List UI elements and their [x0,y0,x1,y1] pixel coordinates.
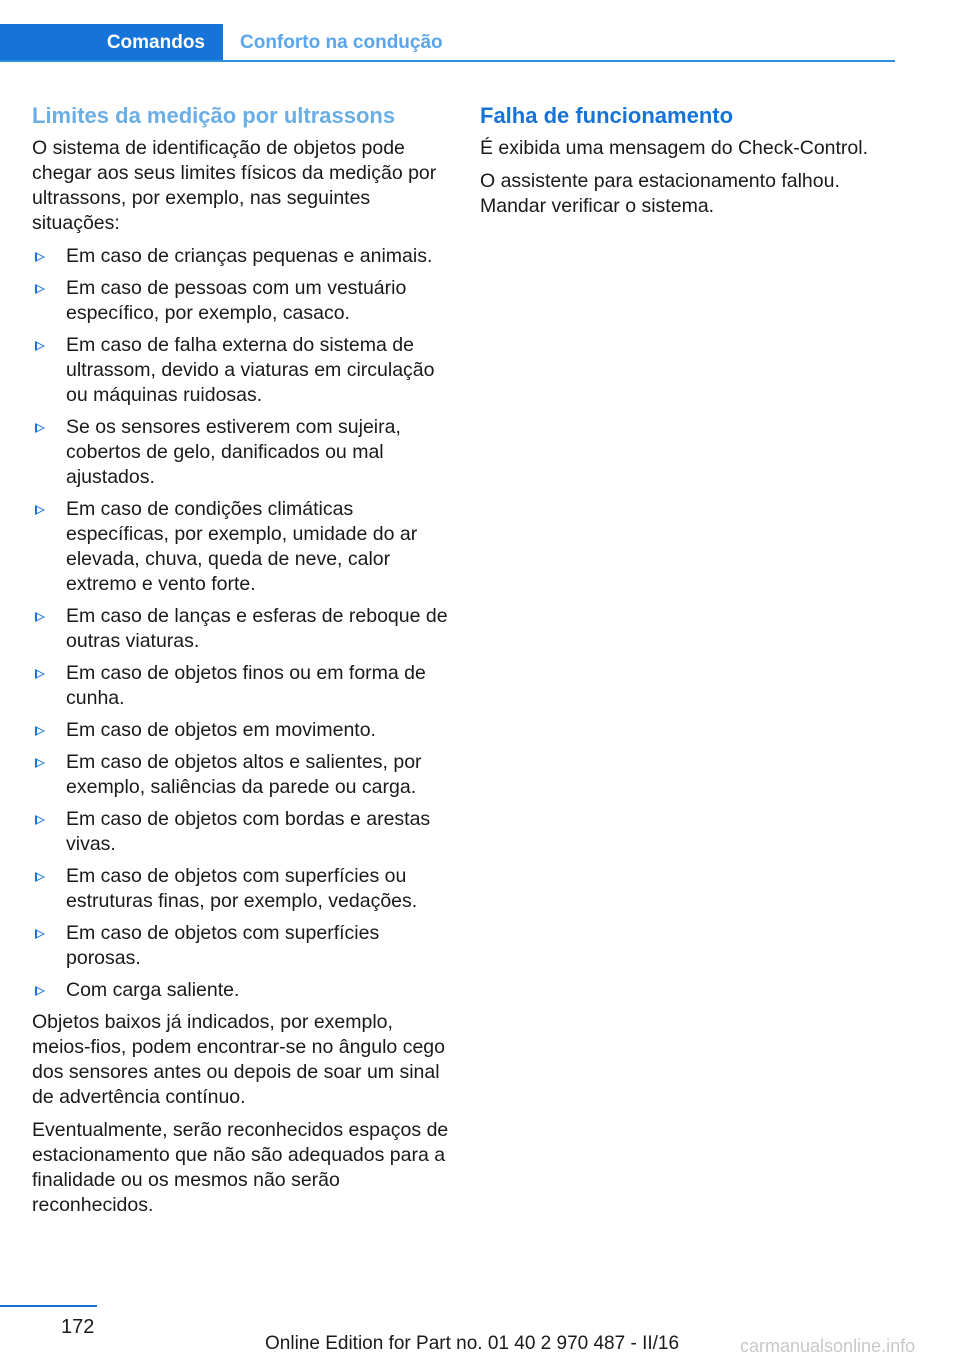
list-item: Em caso de objetos com superfícies ou estruturas finas, por exemplo, vedações. [32,864,452,914]
triangle-bullet-icon [35,252,45,262]
triangle-bullet-icon [35,423,45,433]
paragraph-parking-spaces: Eventualmente, serão reconhecidos espaços de estacionamento que não são adequados para a finalidade ou os mesmos não serão reconhecidos. [32,1119,449,1216]
page-header [0,24,895,62]
list-item: Em caso de objetos altos e salientes, por exemplo, saliências da parede ou carga. [32,750,452,800]
list-item: Em caso de objetos com superfícies porosas. [32,921,452,971]
intro-paragraph: O sistema de identificação de objetos pode chegar aos seus limites físicos da medição por ultrassons, por exemplo, nas seguintes situações: [32,137,437,234]
list-item: Em caso de objetos com bordas e arestas vivas. [32,807,452,857]
list-item: Em caso de crianças pequenas e animais. [32,244,452,269]
list-item: Em caso de lanças e esferas de reboque de outras viaturas. [32,604,452,654]
triangle-bullet-icon [35,284,45,294]
list-item: Em caso de objetos em movimento. [32,718,452,743]
triangle-bullet-icon [35,929,45,939]
section-heading-limites: Limites da medição por ultrassons [32,103,396,128]
paragraph-assistant-failed: O assistente para estacionamento falhou. Mandar verificar o sistema. [480,170,840,217]
tab-conforto-na-conducao[interactable]: Conforto na condução [240,32,443,53]
section-heading-falha: Falha de funcionamento [480,103,734,128]
page-number: 172 [61,1316,95,1338]
list-item: Em caso de pessoas com um vestuário específico, por exemplo, casaco. [32,276,452,326]
triangle-bullet-icon [35,986,45,996]
triangle-bullet-icon [35,505,45,515]
limitations-list [32,244,452,1003]
watermark: carmanualsonline.info [740,1336,916,1356]
header-divider [0,60,895,62]
left-column [32,102,452,1226]
triangle-bullet-icon [35,872,45,882]
triangle-bullet-icon [35,815,45,825]
triangle-bullet-icon [35,758,45,768]
footer-divider [0,1305,97,1307]
list-item: Em caso de objetos finos ou em forma de cunha. [32,661,452,711]
list-item: Se os sensores estiverem com sujeira, cobertos de gelo, danificados ou mal ajustados. [32,415,452,490]
right-column [480,102,900,227]
edition-note: Online Edition for Part no. 01 40 2 970 487 - II/16 [265,1333,680,1354]
paragraph-low-objects: Objetos baixos já indicados, por exemplo, meios-fios, podem encontrar-se no ângulo cego dos sensores antes ou depois de soar um sinal de advertência contínuo. [32,1011,445,1108]
list-item: Em caso de condições climáticas específicas, por exemplo, umidade do ar elevada, chuva, queda de neve, calor extremo e vento forte. [32,497,452,597]
list-item: Com carga saliente. [32,978,452,1003]
triangle-bullet-icon [35,341,45,351]
triangle-bullet-icon [35,669,45,679]
tab-comandos[interactable]: Comandos [0,24,223,62]
paragraph-check-control: É exibida uma mensagem do Check-Control. [480,137,869,159]
list-item: Em caso de falha externa do sistema de ultrassom, devido a viaturas em circulação ou máquinas ruidosas. [32,333,452,408]
triangle-bullet-icon [35,726,45,736]
triangle-bullet-icon [35,612,45,622]
